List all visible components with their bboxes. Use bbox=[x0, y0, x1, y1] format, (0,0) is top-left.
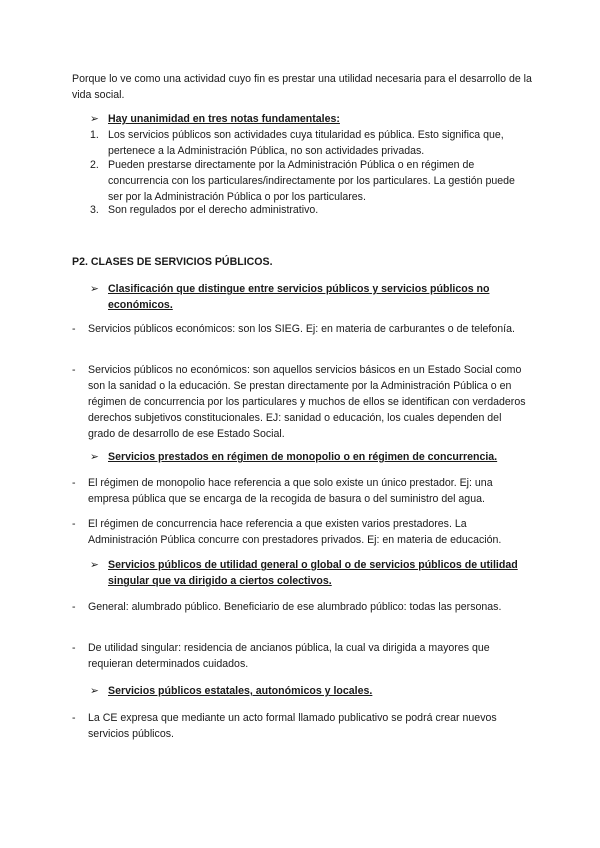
list-item bbox=[72, 710, 530, 742]
list-item-text: General: alumbrado público. Beneficiario de ese alumbrado público: todas las personas. bbox=[88, 601, 502, 613]
note-number: 1. bbox=[90, 129, 99, 141]
dash-bullet: - bbox=[72, 364, 76, 376]
list-item-text: La CE expresa que mediante un acto formal llamado publicativo se podrá crear nuevos servicios públicos. bbox=[88, 712, 497, 740]
dash-bullet: - bbox=[72, 712, 76, 724]
notes-heading-text: Hay unanimidad en tres notas fundamentales: bbox=[108, 113, 340, 125]
list-item bbox=[72, 640, 530, 672]
list-item-text: El régimen de monopolio hace referencia a que solo existe un único prestador. Ej: una empresa pública que se encarga de la recogida de basura o del suministro del agua. bbox=[88, 477, 493, 505]
dash-bullet: - bbox=[72, 477, 76, 489]
note-text: Son regulados por el derecho administrativo. bbox=[108, 204, 319, 216]
subsection-heading bbox=[90, 281, 530, 313]
dash-bullet: - bbox=[72, 518, 76, 530]
subsection-heading bbox=[90, 683, 530, 699]
dash-bullet: - bbox=[72, 642, 76, 654]
list-item-text: Servicios públicos económicos: son los SIEG. Ej: en materia de carburantes o de telefonía. bbox=[88, 323, 515, 335]
list-item bbox=[72, 516, 530, 548]
dash-bullet: - bbox=[72, 323, 76, 335]
section-title: P2. CLASES DE SERVICIOS PÚBLICOS. bbox=[72, 256, 273, 268]
arrow-bullet-icon: ➢ bbox=[90, 113, 99, 125]
arrow-bullet-icon: ➢ bbox=[90, 559, 99, 571]
list-item bbox=[72, 362, 530, 442]
list-item bbox=[72, 321, 530, 337]
note-text: Pueden prestarse directamente por la Administración Pública o en régimen de concurrencia con los particulares/indirectamente por los particulares. La gestión puede ser por la Administración Pública o por los particulares. bbox=[108, 159, 515, 203]
dash-bullet: - bbox=[72, 601, 76, 613]
list-item-text: El régimen de concurrencia hace referencia a que existen varios prestadores. La Administración Pública concurre con prestadores privados. Ej: en materia de educación. bbox=[88, 518, 502, 546]
notes-heading bbox=[90, 111, 340, 127]
intro-paragraph: Porque lo ve como una actividad cuyo fin es prestar una utilidad necesaria para el desarrollo de la vida social. bbox=[72, 73, 532, 101]
arrow-bullet-icon: ➢ bbox=[90, 283, 99, 295]
subsection-heading-text: Servicios públicos estatales, autonómicos y locales. bbox=[108, 685, 373, 697]
list-item bbox=[72, 475, 530, 507]
note-item bbox=[90, 157, 530, 205]
note-text: Los servicios públicos son actividades cuya titularidad es pública. Esto significa que, pertenece a la Administración Pública, no son actividades privadas. bbox=[108, 129, 504, 157]
note-number: 2. bbox=[90, 159, 99, 171]
arrow-bullet-icon: ➢ bbox=[90, 451, 99, 463]
list-item bbox=[72, 599, 530, 615]
subsection-heading-text: Servicios prestados en régimen de monopolio o en régimen de concurrencia. bbox=[108, 451, 498, 463]
subsection-heading-text: Clasificación que distingue entre servicios públicos y servicios públicos no económicos. bbox=[108, 283, 490, 311]
subsection-heading bbox=[90, 557, 530, 589]
note-number: 3. bbox=[90, 204, 99, 216]
subsection-heading bbox=[90, 449, 530, 465]
subsection-heading-text: Servicios públicos de utilidad general o global o de servicios públicos de utilidad singular que va dirigido a ciertos colectivos. bbox=[108, 559, 518, 587]
list-item-text: Servicios públicos no económicos: son aquellos servicios básicos en un Estado Social como son la sanidad o la educación. Se prestan directamente por la Administración Pública o en régimen de concurrencia por los particulares y muchos de ellos se identifican con verdaderos derechos subjetivos constitucionales. EJ: sanidad o educación, los cuales dependen del grado de desarrollo de ese Estado Social. bbox=[88, 364, 526, 440]
arrow-bullet-icon: ➢ bbox=[90, 685, 99, 697]
note-item bbox=[90, 127, 530, 159]
list-item-text: De utilidad singular: residencia de ancianos pública, la cual va dirigida a mayores que requieran determinados cuidados. bbox=[88, 642, 490, 670]
note-item bbox=[90, 202, 530, 218]
